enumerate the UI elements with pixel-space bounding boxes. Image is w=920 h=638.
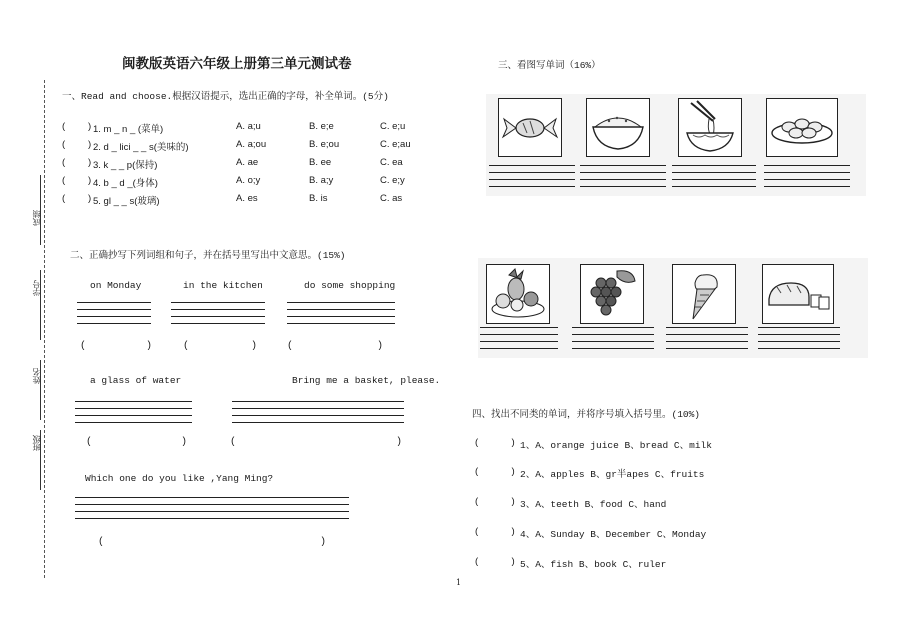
meaning-paren-open: ( — [86, 437, 93, 448]
side-label-student-no: 学号 — [32, 280, 41, 296]
dumplings-icon — [767, 99, 837, 156]
ice-cream-icon — [673, 265, 735, 323]
answer-paren-open: ( — [62, 175, 66, 186]
writing-lines — [171, 302, 265, 330]
answer-paren-close: ) — [510, 526, 516, 537]
ice-cream-picture — [672, 264, 736, 324]
question-word: 1. m _ n _ (菜单) — [93, 124, 164, 135]
odd-one-out-question: 1、A、orange juice B、bread C、milk — [520, 440, 712, 451]
option-b: B. a;y — [309, 175, 334, 186]
grapes-picture — [580, 264, 644, 324]
odd-one-out-question: 5、A、fish B、book C、ruler — [520, 559, 667, 570]
page-number: 1 — [456, 578, 462, 587]
writing-lines — [75, 401, 192, 429]
rice-bowl-picture — [586, 98, 650, 157]
answer-paren-open: ( — [474, 526, 480, 537]
option-b: B. e;ou — [309, 139, 340, 150]
page-title: 闽教版英语六年级上册第三单元测试卷 — [122, 56, 352, 72]
writing-lines — [287, 302, 395, 330]
meaning-paren-close: ) — [146, 341, 153, 352]
answer-paren-close: ) — [510, 437, 516, 448]
side-label-name: 姓名 — [32, 368, 41, 384]
bread-picture — [762, 264, 834, 324]
meaning-paren-close: ) — [320, 537, 327, 548]
section3-heading: 三、看图写单词（16%） — [498, 60, 601, 71]
answer-paren-open: ( — [474, 437, 480, 448]
answer-paren-close: ) — [88, 175, 92, 186]
answer-paren-close: ) — [88, 157, 92, 168]
option-a: A. a;u — [236, 121, 261, 132]
meaning-paren-close: ) — [251, 341, 258, 352]
option-c: C. ea — [380, 157, 403, 168]
writing-lines — [758, 327, 840, 355]
question-word: 4. b _ d _(身体) — [93, 178, 158, 189]
option-a: A. es — [236, 193, 258, 204]
phrase-bring-basket: Bring me a basket, please. — [292, 375, 441, 386]
phrase-do-some-shopping: do some shopping — [304, 280, 396, 291]
question-word: 5. gl _ _ s(玻璃) — [93, 196, 160, 207]
writing-lines — [580, 165, 666, 193]
answer-paren-close: ) — [510, 466, 516, 477]
noodles-icon — [679, 99, 741, 156]
answer-paren-open: ( — [474, 496, 480, 507]
odd-one-out-question: 4、A、Sunday B、December C、Monday — [520, 529, 707, 540]
section2-heading: 二、正确抄写下列词组和句子，并在括号里写出中文意思。(15%) — [70, 250, 346, 261]
rice-bowl-icon — [587, 99, 649, 156]
odd-one-out-question: 2、A、apples B、gr半apes C、fruits — [520, 469, 705, 480]
writing-lines — [75, 497, 349, 525]
writing-lines — [672, 165, 756, 193]
side-label-class: 班级 — [32, 435, 41, 451]
option-b: B. e;e — [309, 121, 334, 132]
fruits-icon — [487, 265, 549, 323]
answer-paren-close: ) — [88, 193, 92, 204]
writing-lines — [480, 327, 558, 355]
option-b: B. is — [309, 193, 328, 204]
option-a: A. o;y — [236, 175, 261, 186]
meaning-paren-open: ( — [80, 341, 87, 352]
writing-lines — [232, 401, 404, 429]
answer-paren-open: ( — [62, 157, 66, 168]
answer-paren-close: ) — [88, 139, 92, 150]
fruits-picture — [486, 264, 550, 324]
bread-icon — [763, 265, 833, 323]
option-c: C. e;au — [380, 139, 411, 150]
answer-paren-open: ( — [62, 139, 66, 150]
writing-lines — [77, 302, 151, 330]
grapes-icon — [581, 265, 643, 323]
writing-lines — [764, 165, 850, 193]
candy-picture — [498, 98, 562, 157]
meaning-paren-close: ) — [396, 437, 403, 448]
meaning-paren-close: ) — [377, 341, 384, 352]
option-c: C. e;u — [380, 121, 406, 132]
phrase-glass-of-water: a glass of water — [90, 375, 182, 386]
option-a: A. a;ou — [236, 139, 267, 150]
writing-lines — [572, 327, 654, 355]
meaning-paren-open: ( — [230, 437, 237, 448]
odd-one-out-question: 3、A、teeth B、food C、hand — [520, 499, 667, 510]
question-word: 3. k _ _ p(保持) — [93, 160, 158, 171]
answer-paren-open: ( — [474, 556, 480, 567]
answer-paren-open: ( — [474, 466, 480, 477]
option-c: C. e;y — [380, 175, 405, 186]
meaning-paren-open: ( — [183, 341, 190, 352]
side-label-score: 成绩 — [32, 210, 41, 226]
answer-paren-open: ( — [62, 193, 66, 204]
binding-dashed-line — [44, 80, 45, 578]
writing-lines — [489, 165, 575, 193]
answer-paren-close: ) — [510, 556, 516, 567]
phrase-on-monday: on Monday — [90, 280, 142, 291]
section4-heading: 四、找出不同类的单词，并将序号填入括号里。(10%) — [472, 409, 701, 420]
candy-icon — [499, 99, 561, 156]
writing-lines — [666, 327, 748, 355]
option-a: A. ae — [236, 157, 259, 168]
meaning-paren-open: ( — [98, 537, 105, 548]
option-c: C. as — [380, 193, 403, 204]
meaning-paren-open: ( — [287, 341, 294, 352]
answer-paren-close: ) — [510, 496, 516, 507]
answer-paren-open: ( — [62, 121, 66, 132]
phrase-in-the-kitchen: in the kitchen — [183, 280, 263, 291]
noodles-picture — [678, 98, 742, 157]
meaning-paren-close: ) — [181, 437, 188, 448]
phrase-which-one: Which one do you like ,Yang Ming? — [85, 473, 274, 484]
dumplings-picture — [766, 98, 838, 157]
section1-heading: 一、Read and choose.根据汉语提示，选出正确的字母，补全单词。(5分) — [62, 91, 389, 102]
question-word: 2. d _ lici _ _ s(美味的) — [93, 142, 189, 153]
answer-paren-close: ) — [88, 121, 92, 132]
option-b: B. ee — [309, 157, 332, 168]
